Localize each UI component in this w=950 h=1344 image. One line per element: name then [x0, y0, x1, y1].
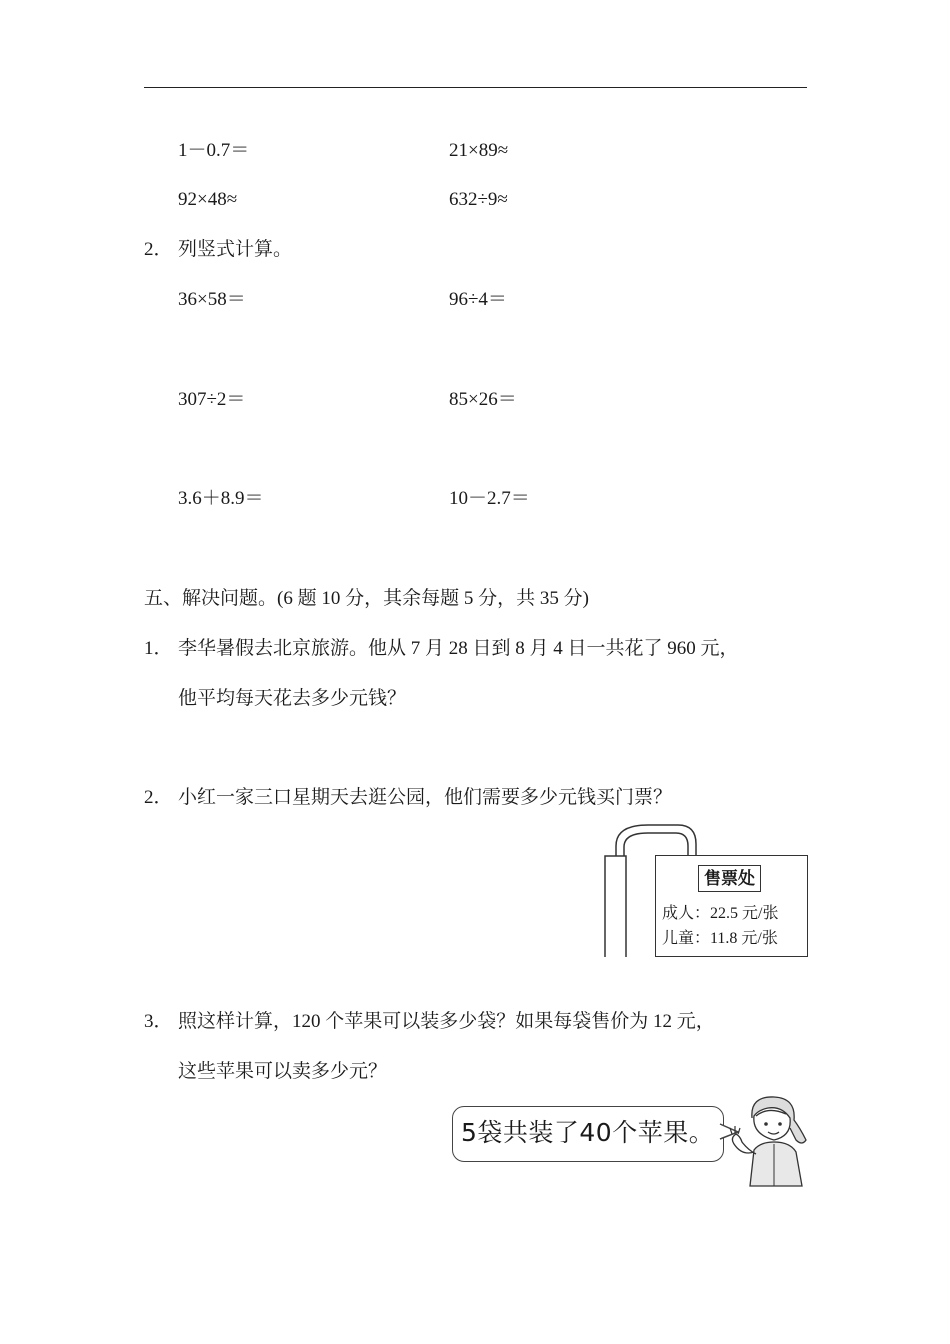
girl-character-icon: [724, 1094, 810, 1188]
estimate-1: 1－0.7＝: [178, 140, 250, 161]
question-number: 3．: [144, 1011, 173, 1032]
estimate-3: 92×48≈: [178, 189, 238, 210]
ticket-price-sign: [655, 855, 808, 957]
calc-item: 307÷2＝: [178, 389, 246, 410]
question-text: 这些苹果可以卖多少元？: [178, 1061, 388, 1082]
child-price: 儿童：11.8 元/张: [662, 930, 778, 947]
question-number: 2．: [144, 787, 173, 808]
question-text: 他平均每天花去多少元钱？: [178, 688, 407, 709]
header-rule: [144, 87, 807, 88]
sign-title: 售票处: [698, 865, 761, 892]
bubble-text: 5袋共装了40个苹果。: [461, 1118, 715, 1147]
calc-item: 3.6＋8.9＝: [178, 488, 264, 509]
question-number: 1．: [144, 638, 173, 659]
question-text: 李华暑假去北京旅游。他从 7 月 28 日到 8 月 4 日一共花了 960 元，: [178, 638, 739, 659]
calc-item: 85×26＝: [449, 389, 517, 410]
estimate-2: 21×89≈: [449, 140, 509, 161]
calc-item: 36×58＝: [178, 289, 246, 310]
calc-item: 10－2.7＝: [449, 488, 530, 509]
speech-bubble: [452, 1106, 724, 1162]
section-heading: 五、解决问题。(6 题 10 分，其余每题 5 分，共 35 分): [144, 588, 589, 609]
adult-price: 成人：22.5 元/张: [662, 905, 779, 922]
estimate-4: 632÷9≈: [449, 189, 508, 210]
question-text: 小红一家三口星期天去逛公园，他们需要多少元钱买门票？: [178, 787, 673, 808]
calc-item: 96÷4＝: [449, 289, 507, 310]
question-title: 列竖式计算。: [178, 239, 293, 260]
question-number: 2．: [144, 239, 173, 260]
question-text: 照这样计算，120 个苹果可以装多少袋？如果每袋售价为 12 元，: [178, 1011, 715, 1032]
